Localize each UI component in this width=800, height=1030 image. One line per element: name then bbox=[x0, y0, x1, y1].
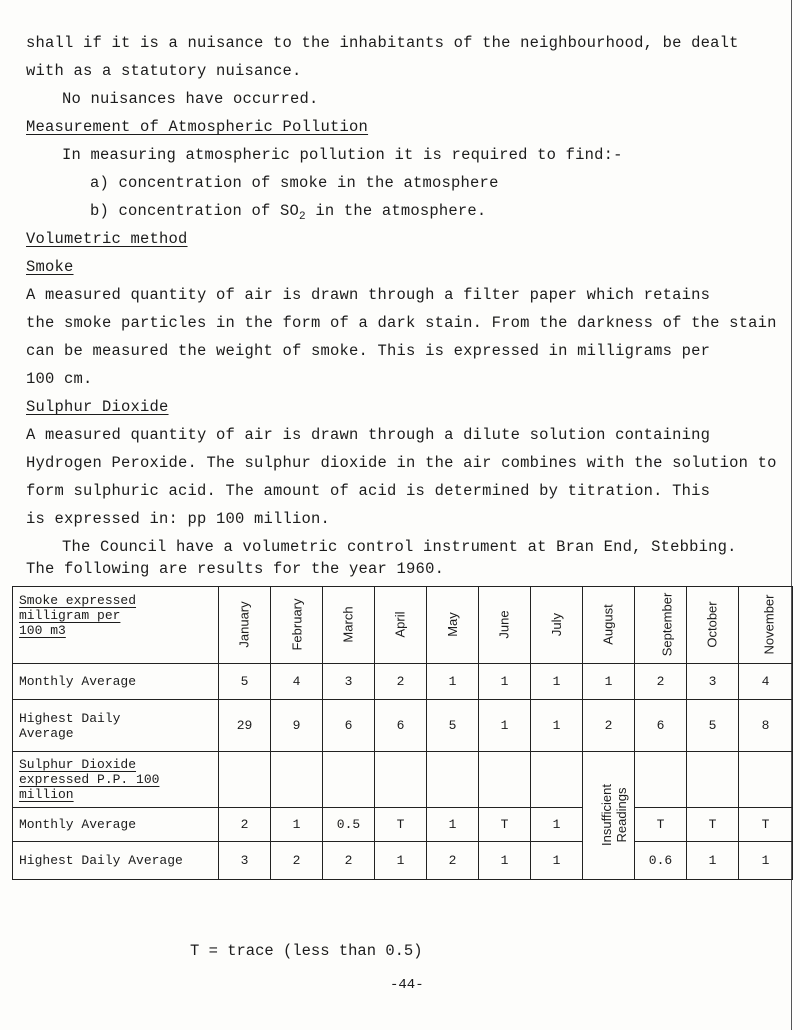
sulphur-line-1: A measured quantity of air is drawn through a dilute solution containing bbox=[26, 426, 711, 444]
table-cell: 1 bbox=[531, 842, 583, 880]
table-cell: 4 bbox=[271, 664, 323, 700]
table-cell: 1 bbox=[531, 664, 583, 700]
insufficient-readings-cell: Insufficient Readings bbox=[583, 752, 635, 880]
sulphur-heading: Sulphur Dioxide bbox=[26, 398, 169, 416]
table-cell: 5 bbox=[219, 664, 271, 700]
table-cell: 2 bbox=[219, 808, 271, 842]
volumetric-heading: Volumetric method bbox=[26, 230, 188, 248]
sulphur-line-3: form sulphuric acid. The amount of acid is determined by titration. This bbox=[26, 482, 711, 500]
council-line-1: The Council have a volumetric control instrument at Bran End, Stebbing. bbox=[62, 538, 737, 556]
table-cell: 2 bbox=[375, 664, 427, 700]
month-header: November bbox=[739, 587, 793, 664]
table-cell: 1 bbox=[531, 700, 583, 752]
table-cell: T bbox=[635, 808, 687, 842]
month-header: January bbox=[219, 587, 271, 664]
smoke-monthly-row bbox=[13, 664, 793, 700]
table-cell: 9 bbox=[271, 700, 323, 752]
table-cell: 5 bbox=[427, 700, 479, 752]
so2-header-label: Sulphur Dioxide expressed P.P. 100 million bbox=[13, 752, 219, 808]
so2-highest-row bbox=[13, 842, 793, 880]
atmospheric-item-b: b) concentration of $SO_2$ in the atmosphere. bbox=[90, 202, 487, 223]
sulphur-line-4: is expressed in: pp 100 million. bbox=[26, 510, 331, 528]
table-cell: 8 bbox=[739, 700, 793, 752]
table-cell: 1 bbox=[739, 842, 793, 880]
table-cell: 3 bbox=[219, 842, 271, 880]
table-header-row bbox=[13, 587, 793, 664]
smoke-header-label: Smoke expressed milligram per 100 m3 bbox=[13, 587, 219, 664]
so2-header-row bbox=[13, 752, 793, 808]
month-header: October bbox=[687, 587, 739, 664]
trace-footnote: T = trace (less than 0.5) bbox=[190, 942, 423, 960]
council-line-2: The following are results for the year 1960. bbox=[26, 560, 445, 578]
table-cell: 3 bbox=[687, 664, 739, 700]
table-cell: 6 bbox=[323, 700, 375, 752]
table-cell: 1 bbox=[531, 808, 583, 842]
smoke-line-4: 100 cm. bbox=[26, 370, 93, 388]
page-number: -44- bbox=[390, 977, 424, 993]
month-header: May bbox=[427, 587, 479, 664]
atmospheric-heading: Measurement of Atmospheric Pollution bbox=[26, 118, 369, 136]
intro-line-2: with as a statutory nuisance. bbox=[26, 62, 302, 80]
table-cell: 1 bbox=[427, 664, 479, 700]
table-cell: 6 bbox=[635, 700, 687, 752]
table-cell: 29 bbox=[219, 700, 271, 752]
month-header: September bbox=[635, 587, 687, 664]
month-header: February bbox=[271, 587, 323, 664]
table-cell: T bbox=[739, 808, 793, 842]
smoke-heading: Smoke bbox=[26, 258, 74, 276]
table-cell: 1 bbox=[427, 808, 479, 842]
table-cell: 1 bbox=[687, 842, 739, 880]
table-cell: 1 bbox=[479, 700, 531, 752]
atmospheric-intro: In measuring atmospheric pollution it is required to find:- bbox=[62, 146, 623, 164]
table-cell: 2 bbox=[427, 842, 479, 880]
table-cell: T bbox=[687, 808, 739, 842]
results-table bbox=[12, 586, 793, 880]
sulphur-line-2: Hydrogen Peroxide. The sulphur dioxide in the air combines with the solution to bbox=[26, 454, 777, 472]
table-cell: 6 bbox=[375, 700, 427, 752]
table-cell: 1 bbox=[375, 842, 427, 880]
atmospheric-item-a: a) concentration of smoke in the atmosphere bbox=[90, 174, 499, 192]
table-cell: 1 bbox=[271, 808, 323, 842]
smoke-line-2: the smoke particles in the form of a dark stain. From the darkness of the stain bbox=[26, 314, 777, 332]
so2-monthly-row bbox=[13, 808, 793, 842]
row-label: Highest Daily Average bbox=[13, 842, 219, 880]
table-cell: 4 bbox=[739, 664, 793, 700]
month-header: July bbox=[531, 587, 583, 664]
table-cell: 2 bbox=[635, 664, 687, 700]
month-header: June bbox=[479, 587, 531, 664]
smoke-line-1: A measured quantity of air is drawn through a filter paper which retains bbox=[26, 286, 711, 304]
smoke-line-3: can be measured the weight of smoke. This is expressed in milligrams per bbox=[26, 342, 711, 360]
table-cell: 3 bbox=[323, 664, 375, 700]
row-label: Monthly Average bbox=[13, 664, 219, 700]
smoke-highest-row bbox=[13, 700, 793, 752]
month-header: March bbox=[323, 587, 375, 664]
row-label: Highest Daily Average bbox=[13, 700, 219, 752]
table-cell: 5 bbox=[687, 700, 739, 752]
row-label: Monthly Average bbox=[13, 808, 219, 842]
table-cell: 2 bbox=[271, 842, 323, 880]
table-cell: T bbox=[375, 808, 427, 842]
table-cell: 1 bbox=[479, 842, 531, 880]
month-header: August bbox=[583, 587, 635, 664]
table-cell: 2 bbox=[583, 700, 635, 752]
table-cell: 1 bbox=[479, 664, 531, 700]
table-cell: 0.6 bbox=[635, 842, 687, 880]
month-header: April bbox=[375, 587, 427, 664]
table-cell: 2 bbox=[323, 842, 375, 880]
intro-line-3: No nuisances have occurred. bbox=[62, 90, 319, 108]
table-cell: 0.5 bbox=[323, 808, 375, 842]
table-cell: 1 bbox=[583, 664, 635, 700]
intro-line-1: shall if it is a nuisance to the inhabitants of the neighbourhood, be dealt bbox=[26, 34, 739, 52]
table-cell: T bbox=[479, 808, 531, 842]
